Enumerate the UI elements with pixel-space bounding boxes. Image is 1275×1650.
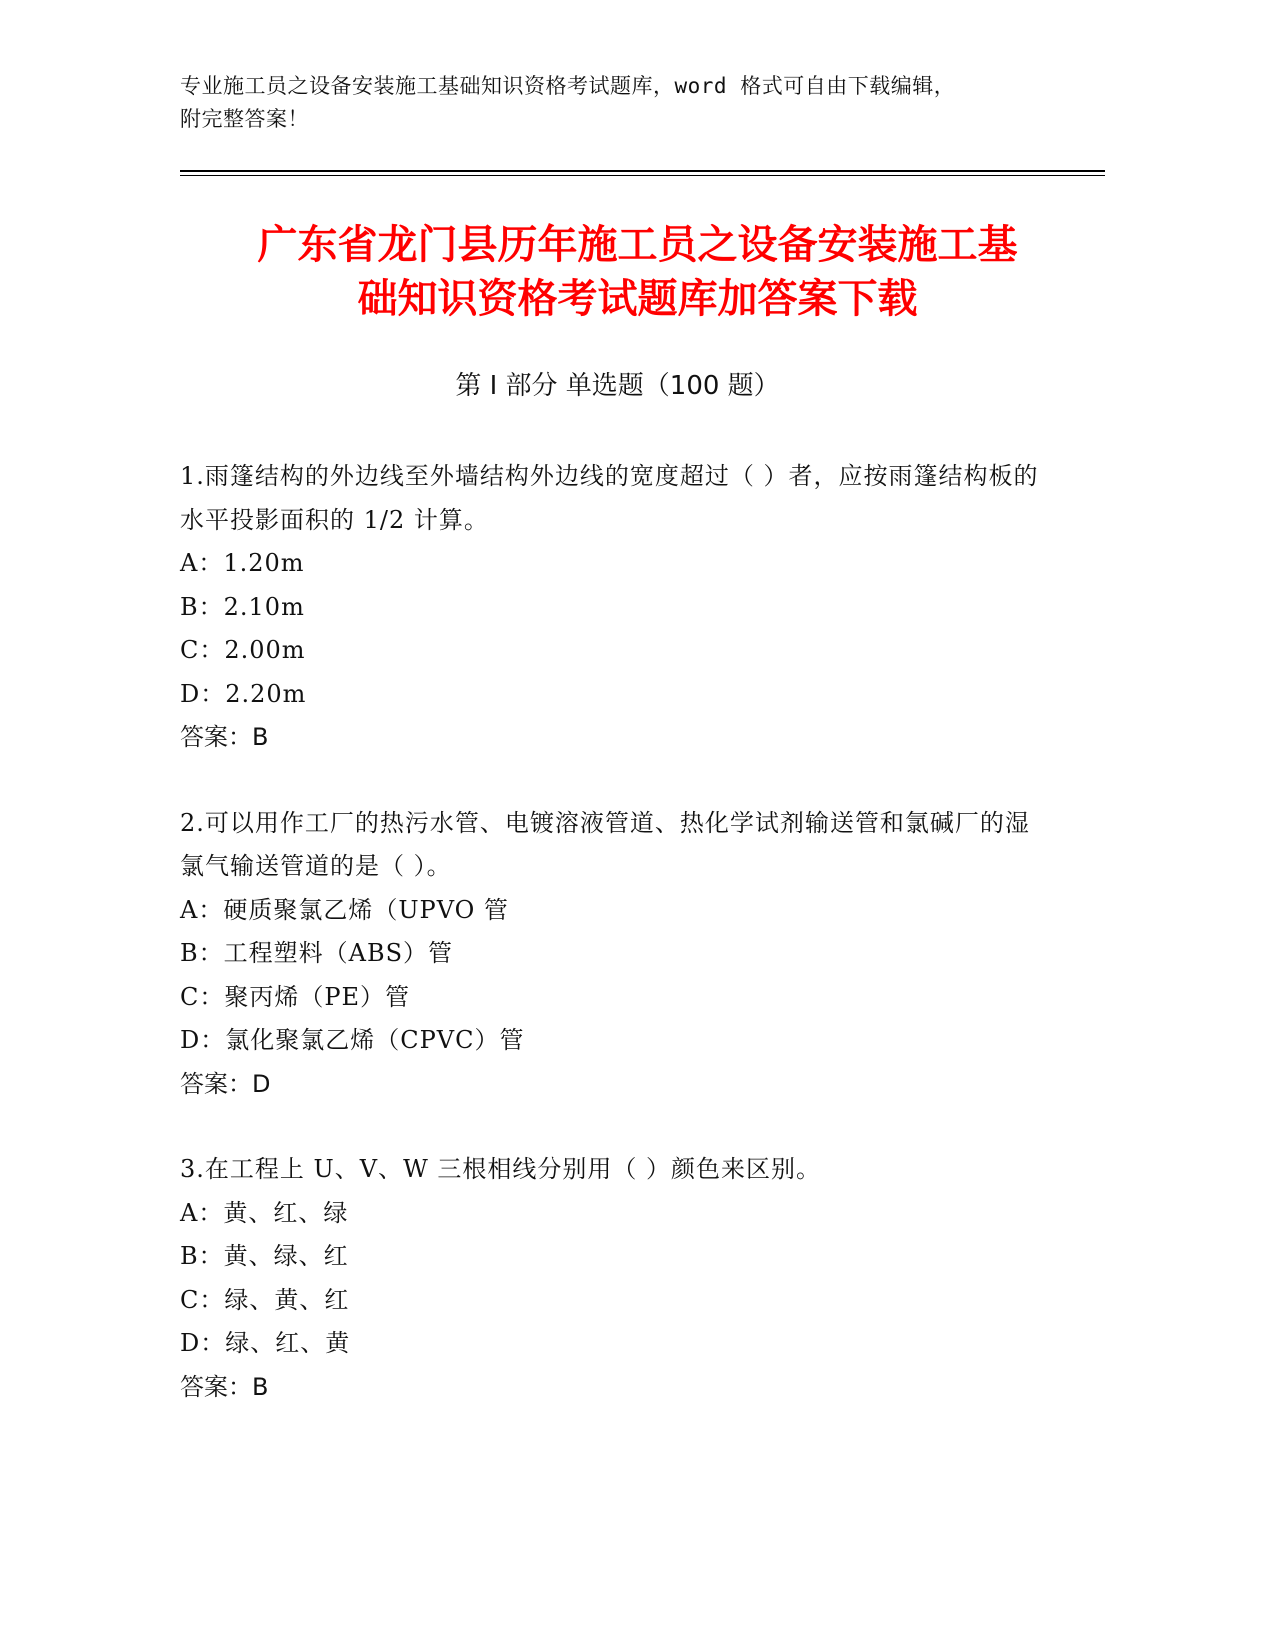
answer-line: 答案：B	[180, 723, 269, 751]
option-b: B：黄、绿、红	[180, 1242, 349, 1270]
header-note-line: 附完整答案！	[180, 107, 309, 131]
header-divider-thin	[180, 175, 1105, 176]
option-b: B：2.10m	[180, 592, 305, 621]
option-b: B：工程塑料（ABS）管	[180, 939, 454, 967]
section-heading: 第 I 部分 单选题（100 题）	[455, 371, 780, 401]
option-d: D：绿、红、黄	[180, 1329, 351, 1357]
option-a: A：硬质聚氯乙烯（UPVO 管	[180, 895, 509, 924]
header-note-line: 专业施工员之设备安装施工基础知识资格考试题库，word 格式可自由下载编辑，	[180, 74, 956, 98]
option-c: C：2.00m	[180, 636, 306, 664]
option-d: D：2.20m	[180, 679, 307, 708]
option-d: D：氯化聚氯乙烯（CPVC）管	[180, 1026, 525, 1054]
document-title-line: 广东省龙门县历年施工员之设备安装施工基	[257, 222, 1018, 268]
question-list	[180, 455, 1050, 1451]
option-c: C：聚丙烯（PE）管	[180, 982, 411, 1011]
question-item	[180, 455, 1050, 760]
option-c: C：绿、黄、红	[180, 1285, 350, 1314]
document-title	[150, 218, 1125, 326]
option-a: A：1.20m	[180, 549, 305, 577]
question-stem: 2.可以用作工厂的热污水管、电镀溶液管道、热化学试剂输送管和氯碱厂的湿氯气输送管道的是（ ）。	[180, 808, 1030, 880]
answer-line: 答案：B	[180, 1372, 269, 1401]
question-item	[180, 802, 1050, 1107]
document-title-line: 础知识资格考试题库加答案下载	[357, 276, 918, 322]
answer-line: 答案：D	[180, 1069, 271, 1098]
header-note	[180, 70, 1080, 136]
option-a: A：黄、红、绿	[180, 1198, 349, 1227]
question-stem: 1.雨篷结构的外边线至外墙结构外边线的宽度超过（ ）者，应按雨篷结构板的水平投影面积的 1/2 计算。	[180, 462, 1039, 534]
question-item	[180, 1148, 1050, 1409]
question-stem: 3.在工程上 U、V、W 三根相线分别用（ ）颜色来区别。	[180, 1155, 822, 1183]
header-divider	[180, 170, 1105, 172]
